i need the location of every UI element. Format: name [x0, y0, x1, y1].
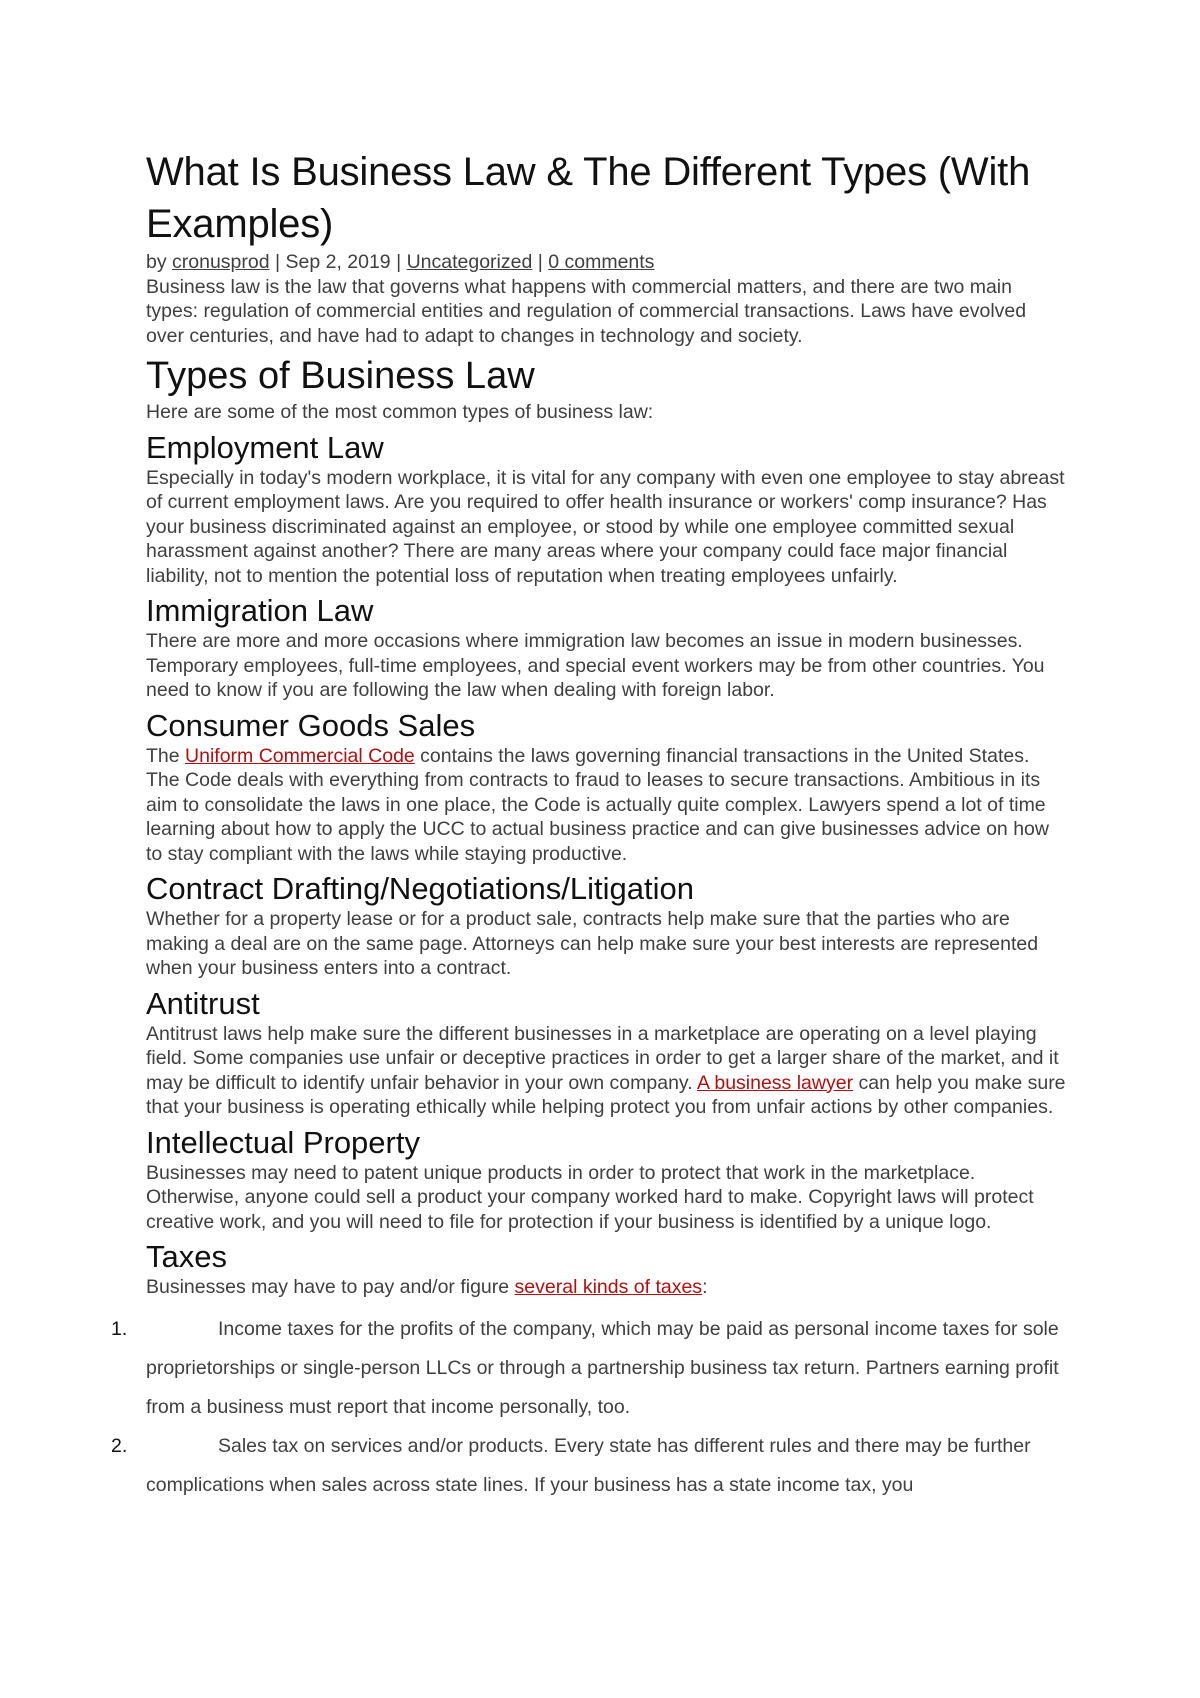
- consumer-post: contains the laws governing financial transactions in the United States. The Code deals with everything from contracts to fraud to leases to secure transactions. Ambitious in its aim to consolidate the laws in one place, the Code is actually quite complex. Lawyers spend a lot of time learning about how to apply the UCC to actual business practice and can give businesses advice on how to stay compliant with the laws while staying productive.: [146, 744, 1049, 865]
- intro-paragraph: Business law is the law that governs what happens with commercial matters, and there are two main types: regulation of commercial entities and regulation of commercial transactions. Laws have evolved over centuries, and have had to adapt to changes in technology and society.: [146, 275, 1027, 347]
- antitrust-post: can help you make sure that your business is operating ethically while helping protect you from unfair actions by other companies.: [146, 1071, 1066, 1118]
- meta-by: by: [146, 251, 173, 273]
- taxes-post: :: [702, 1276, 708, 1298]
- list-item-text: Income taxes for the profits of the company, which may be paid as personal income taxes for sole proprietorships or single-person LLCs or through a partnership business tax return. Partners earning profit from a business must report that income personally, too.: [146, 1317, 1059, 1418]
- post-meta: [146, 250, 1066, 275]
- meta-date: | Sep 2, 2019 |: [269, 251, 407, 273]
- antitrust-paragraph: [146, 1022, 1066, 1120]
- consumer-goods-heading: Consumer Goods Sales: [146, 707, 476, 743]
- list-item: [111, 1310, 1066, 1427]
- taxes-list: [111, 1310, 1066, 1505]
- taxes-pre: Businesses may have to pay and/or figure: [146, 1276, 515, 1298]
- antitrust-pre: Antitrust laws help make sure the different businesses in a marketplace are operating on a level playing field. Some companies use unfair or deceptive practices in order to get a larger share of the market, and it may be difficult to identify unfair behavior in your own company.: [146, 1022, 1059, 1094]
- taxes-paragraph: [146, 1275, 1066, 1300]
- comments-link[interactable]: 0 comments: [548, 251, 655, 273]
- types-intro: Here are some of the most common types of business law:: [146, 401, 654, 423]
- list-item-text: Sales tax on services and/or products. Every state has different rules and there may be further complications when sales across state lines. If your business has a state income tax, you: [146, 1434, 1031, 1496]
- list-item: [111, 1427, 1066, 1505]
- list-number: 2.: [111, 1434, 128, 1457]
- ip-paragraph: Businesses may need to patent unique products in order to protect that work in the marketplace. Otherwise, anyone could sell a product your company worked hard to make. Copyright laws will protect creative work, and you will need to file for protection if your business is identified by a unique logo.: [146, 1161, 1034, 1233]
- contract-heading: Contract Drafting/Negotiations/Litigation: [146, 871, 694, 906]
- types-heading: Types of Business Law: [146, 355, 535, 397]
- list-number: 1.: [111, 1317, 128, 1340]
- author-link[interactable]: cronusprod: [172, 251, 270, 273]
- immigration-law-heading: Immigration Law: [146, 593, 374, 628]
- article: [111, 146, 1066, 1505]
- consumer-pre: The: [146, 744, 186, 767]
- antitrust-heading: Antitrust: [146, 985, 260, 1021]
- contract-paragraph: Whether for a property lease or for a product sale, contracts help make sure that the parties who are making a deal are on the same page. Attorneys can help make sure your best interests are represented when your business enters into a contract.: [146, 908, 1039, 979]
- ucc-link[interactable]: Uniform Commercial Code: [185, 744, 415, 767]
- business-lawyer-link[interactable]: A business lawyer: [697, 1071, 854, 1094]
- employment-law-paragraph: Especially in today's modern workplace, it is vital for any company with even one employee to stay abreast of current employment laws. Are you required to offer health insurance or workers' comp insurance? Has your business discriminated against an employee, or stood by while one employee committed sexual harassment against another? There are many areas where your company could face major financial liability, not to mention the potential loss of reputation when treating employees unfairly.: [146, 466, 1065, 587]
- taxes-link[interactable]: several kinds of taxes: [514, 1276, 703, 1298]
- ip-heading: Intellectual Property: [146, 1124, 420, 1160]
- taxes-heading: Taxes: [146, 1239, 227, 1274]
- employment-law-heading: Employment Law: [146, 429, 384, 465]
- meta-separator: |: [532, 251, 549, 273]
- consumer-goods-paragraph: [146, 744, 1066, 867]
- page-title: What Is Business Law & The Different Types (With Examples): [146, 150, 1031, 246]
- category-link[interactable]: Uncategorized: [406, 251, 533, 273]
- immigration-law-paragraph: There are more and more occasions where immigration law becomes an issue in modern businesses. Temporary employees, full-time employees, and special event workers may be from other countries. You need to know if you are following the law when dealing with foreign labor.: [146, 630, 1045, 701]
